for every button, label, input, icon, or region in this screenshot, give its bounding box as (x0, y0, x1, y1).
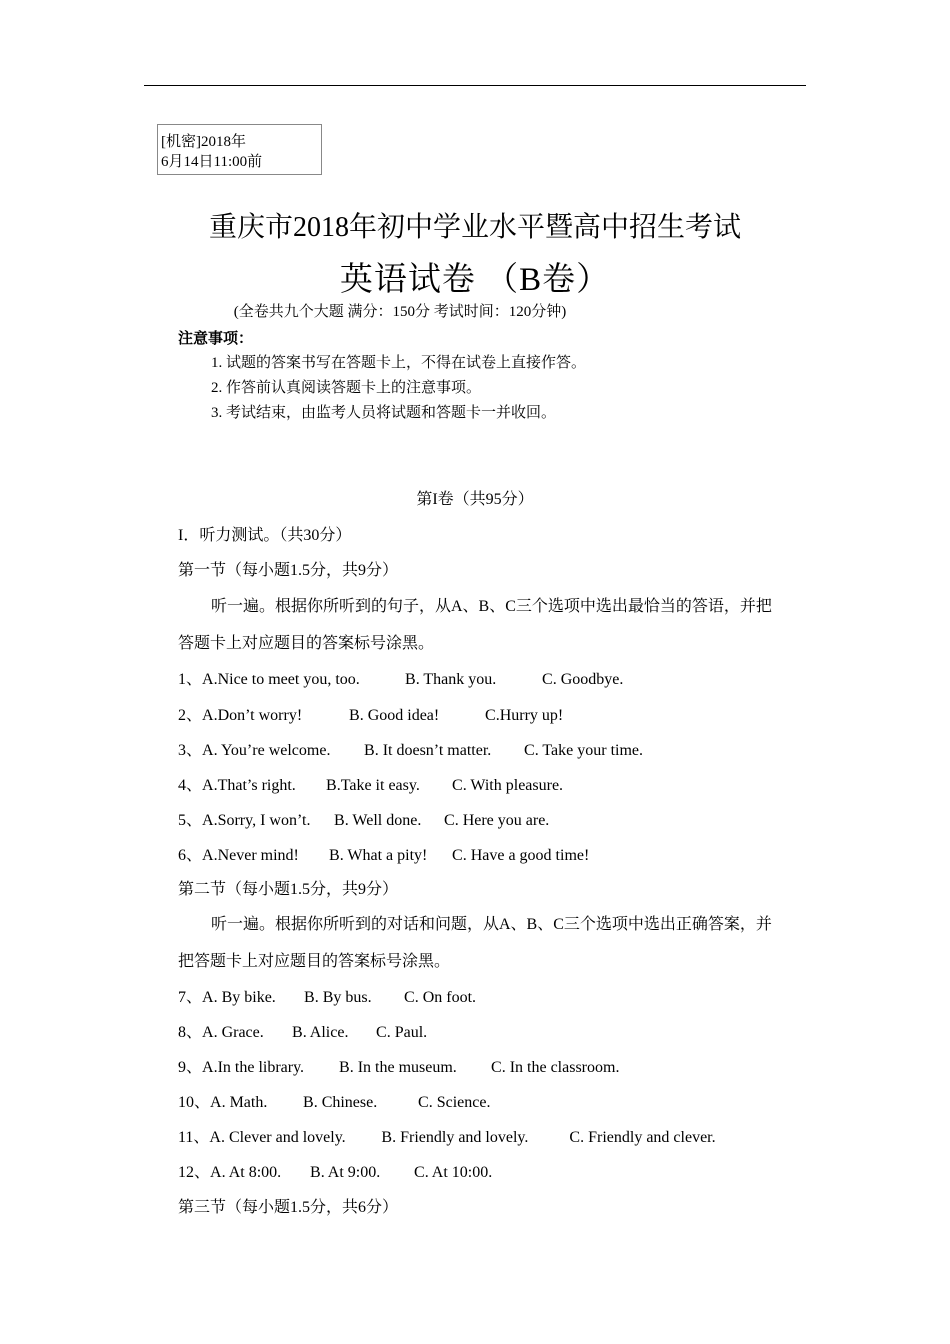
question-row (178, 737, 643, 760)
subsection-heading: 第三节（每小题1.5分，共6分） (178, 1199, 399, 1216)
option-a: A.That’s right. (202, 777, 296, 794)
exam-meta: (全卷共九个大题 满分：150分 考试时间：120分钟) (233, 304, 567, 320)
option-a: A.Never mind! (202, 847, 299, 864)
exam-title: 重庆市2018年初中学业水平暨高中招生考试 (208, 212, 741, 243)
header-rule (144, 85, 806, 86)
question-row (178, 984, 476, 1007)
question-row (178, 702, 563, 725)
question-number: 5、 (178, 812, 203, 829)
option-c: C. Here you are. (444, 812, 550, 829)
option-a: A. Grace. (202, 1024, 264, 1041)
option-a: A.Sorry, I won’t. (202, 812, 311, 829)
option-b: B. In the museum. (339, 1059, 457, 1076)
option-c: C. Goodbye. (542, 671, 624, 688)
question-row (178, 842, 589, 865)
question-row (178, 1054, 619, 1077)
option-c: C. Take your time. (524, 742, 644, 759)
option-b: B. Well done. (334, 812, 422, 829)
question-row (178, 1159, 492, 1182)
option-a: A.Nice to meet you, too. (202, 671, 360, 688)
question-row (178, 1089, 490, 1112)
option-c: C. On foot. (404, 989, 477, 1006)
question-number: 3、 (178, 742, 203, 759)
question-number: 12、 (178, 1164, 211, 1181)
option-a: A. By bike. (202, 989, 276, 1006)
question-number: 4、 (178, 777, 203, 794)
notice-item: 3. 考试结束，由监考人员将试题和答题卡一并收回。 (211, 405, 557, 421)
question-number: 11、 (178, 1129, 210, 1146)
option-c: C.Hurry up! (485, 707, 564, 724)
option-b: B. What a pity! (329, 847, 428, 864)
notice-item: 1. 试题的答案书写在答题卡上，不得在试卷上直接作答。 (211, 355, 587, 371)
section-heading: I．听力测试。（共30分） (178, 527, 352, 544)
question-row (178, 666, 623, 689)
option-b: B. Alice. (292, 1024, 349, 1041)
option-b: B. Good idea! (349, 707, 440, 724)
question-number: 6、 (178, 847, 203, 864)
question-number: 9、 (178, 1059, 203, 1076)
option-c: C. At 10:00. (414, 1164, 493, 1181)
confidential-box (157, 124, 322, 175)
option-a: A. Math. (210, 1094, 268, 1111)
confidential-line-1: [机密]2018年 (161, 134, 246, 150)
confidential-line-2: 6月14日11:00前 (161, 154, 263, 170)
option-b: B. Friendly and lovely. (381, 1129, 529, 1146)
question-number: 10、 (178, 1094, 211, 1111)
subsection-heading: 第一节（每小题1.5分，共9分） (178, 562, 399, 579)
subsection-heading: 第二节（每小题1.5分，共9分） (178, 881, 399, 898)
exam-subtitle: 英语试卷 （B卷） (339, 262, 611, 298)
option-b: B. By bus. (304, 989, 372, 1006)
option-b: B. Thank you. (405, 671, 497, 688)
option-c: C. Have a good time! (452, 847, 590, 864)
option-a: A. Clever and lovely. (209, 1129, 346, 1146)
part-title: 第I卷（共95分） (416, 491, 534, 508)
question-number: 1、 (178, 671, 203, 688)
question-row (178, 1124, 716, 1147)
option-a: A.In the library. (202, 1059, 305, 1076)
option-c: C. Friendly and clever. (569, 1129, 716, 1146)
option-b: B. Chinese. (303, 1094, 378, 1111)
question-row (178, 772, 563, 795)
option-c: C. Paul. (376, 1024, 428, 1041)
option-b: B. It doesn’t matter. (364, 742, 492, 759)
question-number: 7、 (178, 989, 203, 1006)
question-number: 2、 (178, 707, 203, 724)
instruction-line: 听一遍。根据你所听到的句子，从A、B、C三个选项中选出最恰当的答语，并把 (211, 598, 772, 615)
option-a: A. At 8:00. (210, 1164, 282, 1181)
option-c: C. Science. (418, 1094, 491, 1111)
option-c: C. In the classroom. (491, 1059, 620, 1076)
question-row (178, 1019, 427, 1042)
question-number: 8、 (178, 1024, 203, 1041)
option-b: B.Take it easy. (326, 777, 420, 794)
instruction-line: 把答题卡上对应题目的答案标号涂黑。 (178, 953, 451, 970)
option-a: A. You’re welcome. (202, 742, 331, 759)
question-row (178, 807, 549, 830)
notice-heading: 注意事项： (178, 329, 254, 347)
option-b: B. At 9:00. (310, 1164, 381, 1181)
option-a: A.Don’t worry! (202, 707, 303, 724)
instruction-line: 听一遍。根据你所听到的对话和问题，从A、B、C三个选项中选出正确答案，并 (211, 916, 772, 933)
notice-item: 2. 作答前认真阅读答题卡上的注意事项。 (211, 380, 482, 396)
instruction-line: 答题卡上对应题目的答案标号涂黑。 (178, 635, 435, 652)
option-c: C. With pleasure. (452, 777, 564, 794)
